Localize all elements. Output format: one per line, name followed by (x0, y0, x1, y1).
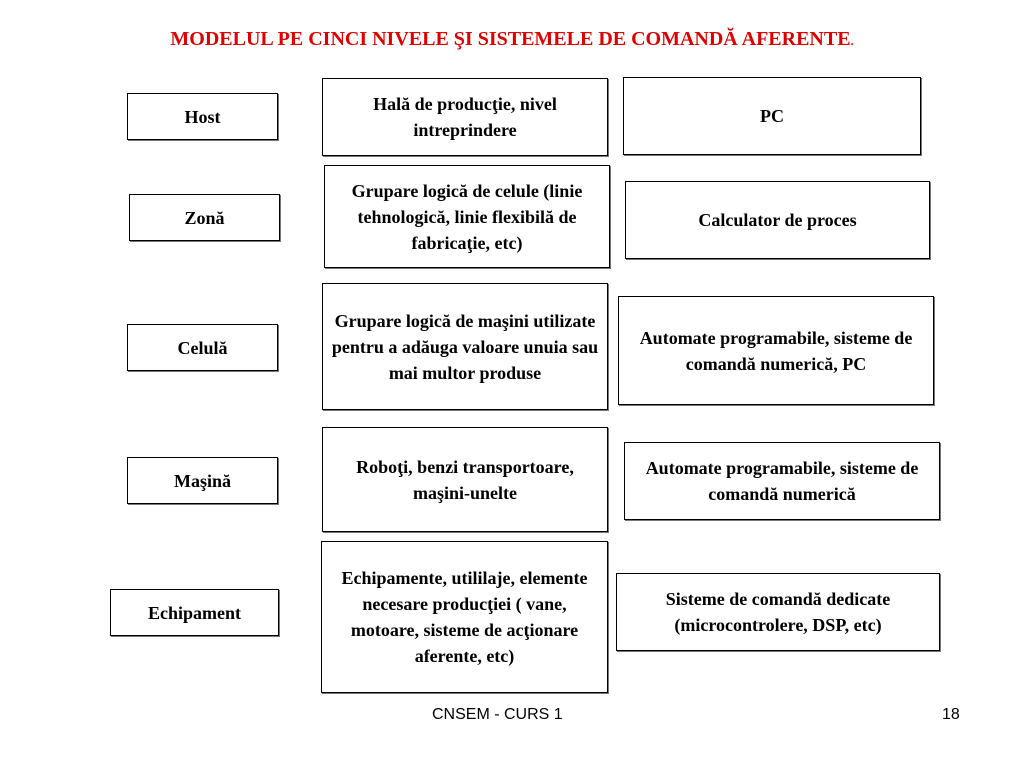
description-zona: Grupare logică de celule (linie tehnologică, linie flexibilă de fabricaţie, etc) (324, 165, 610, 268)
footer-course-label: CNSEM - CURS 1 (432, 706, 563, 723)
level-zona: Zonă (129, 194, 280, 241)
description-echipament: Echipamente, utililaje, elemente necesare producţiei ( vane, motoare, sisteme de acţionare aferente, etc) (321, 541, 608, 693)
system-zona: Calculator de proces (625, 181, 930, 259)
description-celula: Grupare logică de maşini utilizate pentru a adăuga valoare unuia sau mai multor produse (322, 283, 608, 410)
slide-title-text: MODELUL PE CINCI NIVELE ŞI SISTEMELE DE COMANDĂ AFERENTE (170, 28, 851, 50)
level-celula: Celulă (127, 324, 278, 371)
level-echipament: Echipament (110, 589, 279, 636)
description-host: Hală de producţie, nivel intreprindere (322, 78, 608, 156)
slide-title (0, 28, 1024, 51)
system-celula: Automate programabile, sisteme de comandă numerică, PC (618, 296, 934, 405)
system-masina: Automate programabile, sisteme de comandă numerică (624, 442, 940, 520)
level-masina: Maşină (127, 457, 278, 504)
system-echipament: Sisteme de comandă dedicate (microcontrolere, DSP, etc) (616, 573, 940, 651)
description-masina: Roboţi, benzi transportoare, maşini-unelte (322, 427, 608, 532)
footer-page-number: 18 (942, 706, 960, 723)
slide-title-dot: . (850, 34, 854, 48)
level-host: Host (127, 93, 278, 140)
system-host: PC (623, 77, 921, 155)
